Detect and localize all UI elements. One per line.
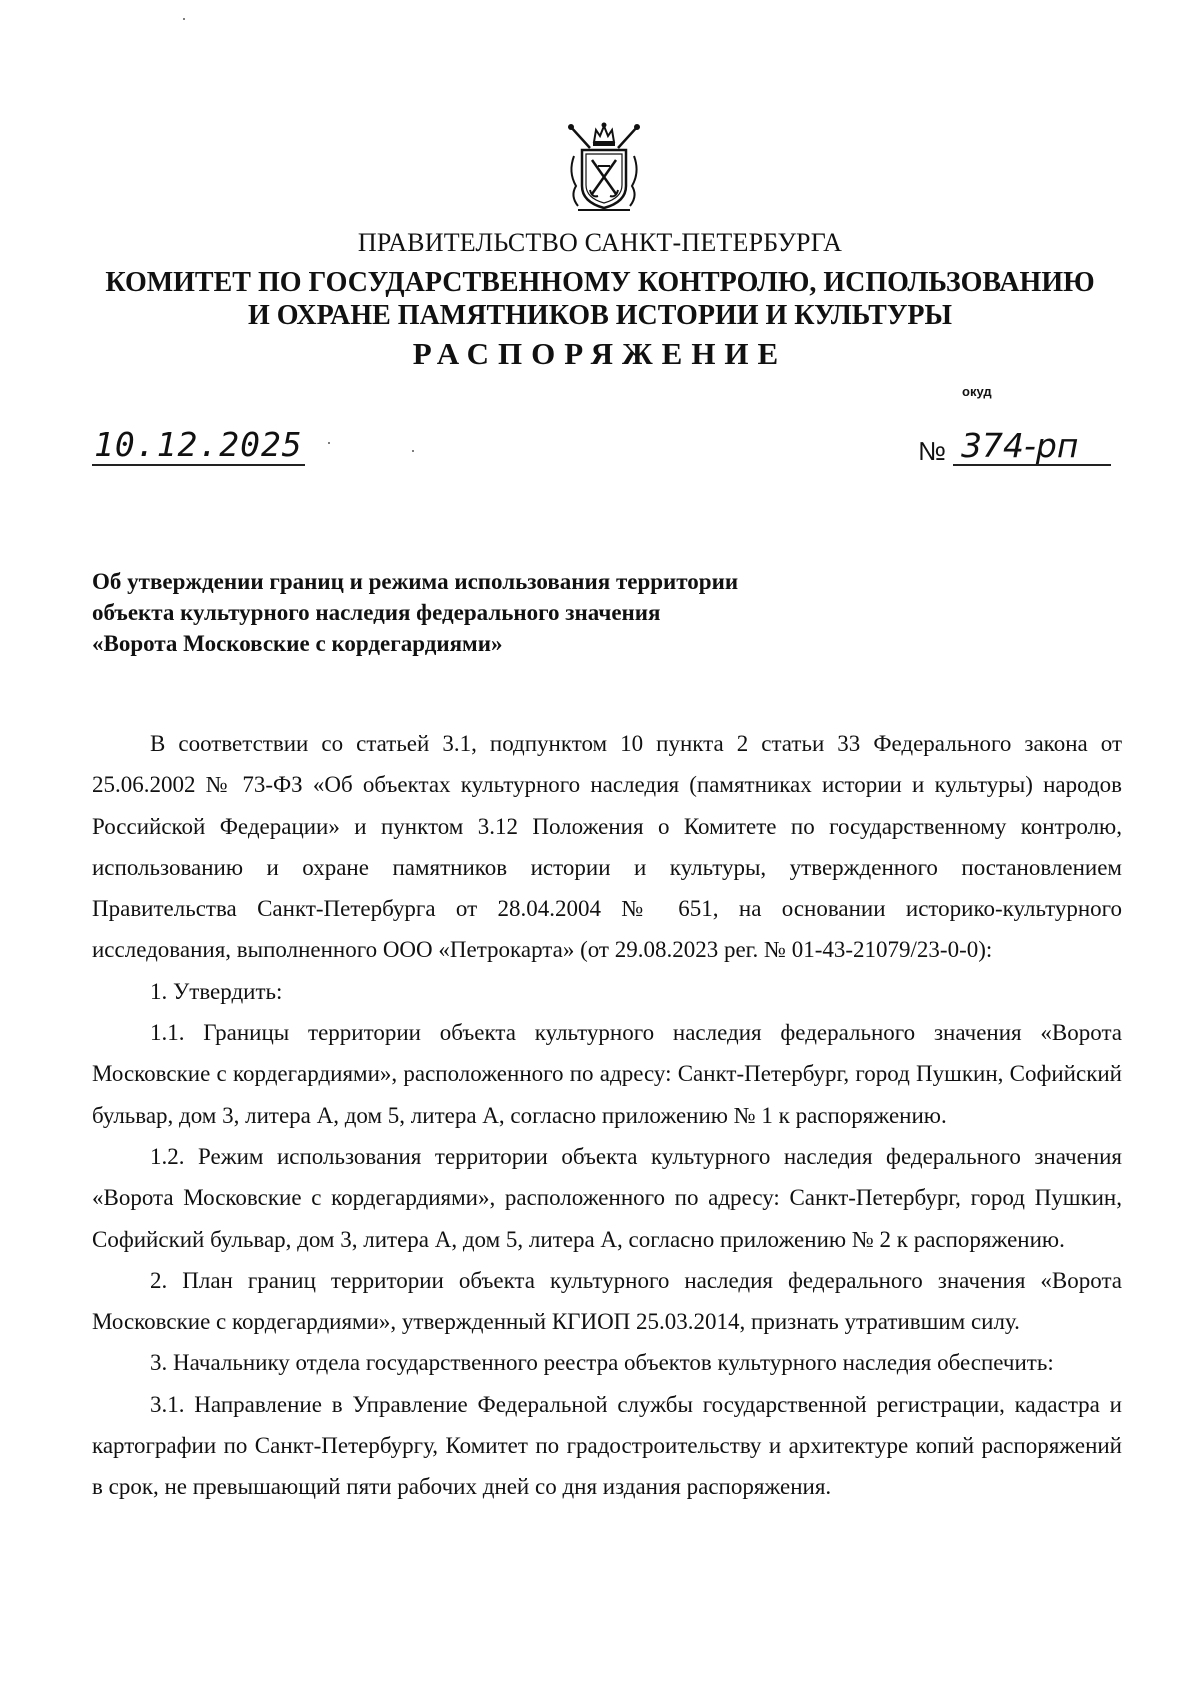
subject-line2: объекта культурного наследия федерального значения <box>92 600 661 625</box>
saint-petersburg-coat-of-arms-icon <box>562 120 646 216</box>
committee-name-line2: И ОХРАНЕ ПАМЯТНИКОВ ИСТОРИИ И КУЛЬТУРЫ <box>248 300 952 331</box>
number-sign: № <box>918 436 946 466</box>
document-type: РАСПОРЯЖЕНИЕ <box>412 336 788 371</box>
clause-3-1: 3.1. Направление в Управление Федеральной службы государственной регистрации, кадастра и картографии по Санкт-Петербургу, Комитет по градостроительству и архитектуре копий распоряжений в срок, не превышающий пяти рабочих дней со дня издания распоряжения. <box>92 1391 1122 1500</box>
document-body <box>92 723 1122 1508</box>
scan-speck <box>183 18 185 20</box>
government-name: ПРАВИТЕЛЬСТВО САНКТ-ПЕТЕРБУРГА <box>357 228 843 257</box>
clause-2: 2. План границ территории объекта культурного наследия федерального значения «Ворота Московские с кордегардиями», утвержденный КГИОП 25.03.2014, признать утратившим силу. <box>92 1267 1122 1335</box>
okud-label: окуд <box>962 384 992 399</box>
clause-1-1: 1.1. Границы территории объекта культурного наследия федерального значения «Ворота Московские с кордегардиями», расположенного по адресу: Санкт-Петербург, город Пушкин, Софийский бульвар, дом 3, литера А, дом 5, литера А, согласно приложению № 1 к распоряжению. <box>92 1020 1122 1128</box>
document-subject <box>92 566 852 659</box>
document-date: 10.12.2025 <box>94 425 303 464</box>
committee-name <box>0 266 1200 332</box>
subject-line3: «Ворота Московские с кордегардиями» <box>92 631 503 656</box>
document-number: 374-рп <box>953 428 1111 466</box>
preamble-paragraph: В соответствии со статьей 3.1, подпунктом 10 пункта 2 статьи 33 Федерального закона от 25.06.2002 № 73-ФЗ «Об объектах культурного наследия (памятниках истории и культуры) народов Российской Федерации» и пунктом 3.12 Положения о Комитете по государственному контролю, использованию и охране памятников истории и культуры, утвержденного постановлением Правительства Санкт-Петербурга от 28.04.2004 № 651, на основании историко-культурного исследования, выполненного ООО «Петрокарта» (от 29.08.2023 рег. № 01-43-21079/23-0-0): <box>92 731 1122 963</box>
subject-line1: Об утверждении границ и режима использования территории <box>92 569 739 594</box>
clause-1-2: 1.2. Режим использования территории объекта культурного наследия федерального значения «Ворота Московские с кордегардиями», расположенного по адресу: Санкт-Петербург, город Пушкин, Софийский бульвар, дом 3, литера А, дом 5, литера А, согласно приложению № 2 к распоряжению. <box>92 1143 1122 1252</box>
committee-name-line1: КОМИТЕТ ПО ГОСУДАРСТВЕННОМУ КОНТРОЛЮ, ИСПОЛЬЗОВАНИЮ <box>105 267 1095 298</box>
scan-speck <box>412 450 414 452</box>
clause-1: 1. Утвердить: <box>150 978 283 1004</box>
clause-3: 3. Начальнику отдела государственного реестра объектов культурного наследия обеспечить: <box>150 1350 1054 1376</box>
scan-speck <box>328 442 330 444</box>
